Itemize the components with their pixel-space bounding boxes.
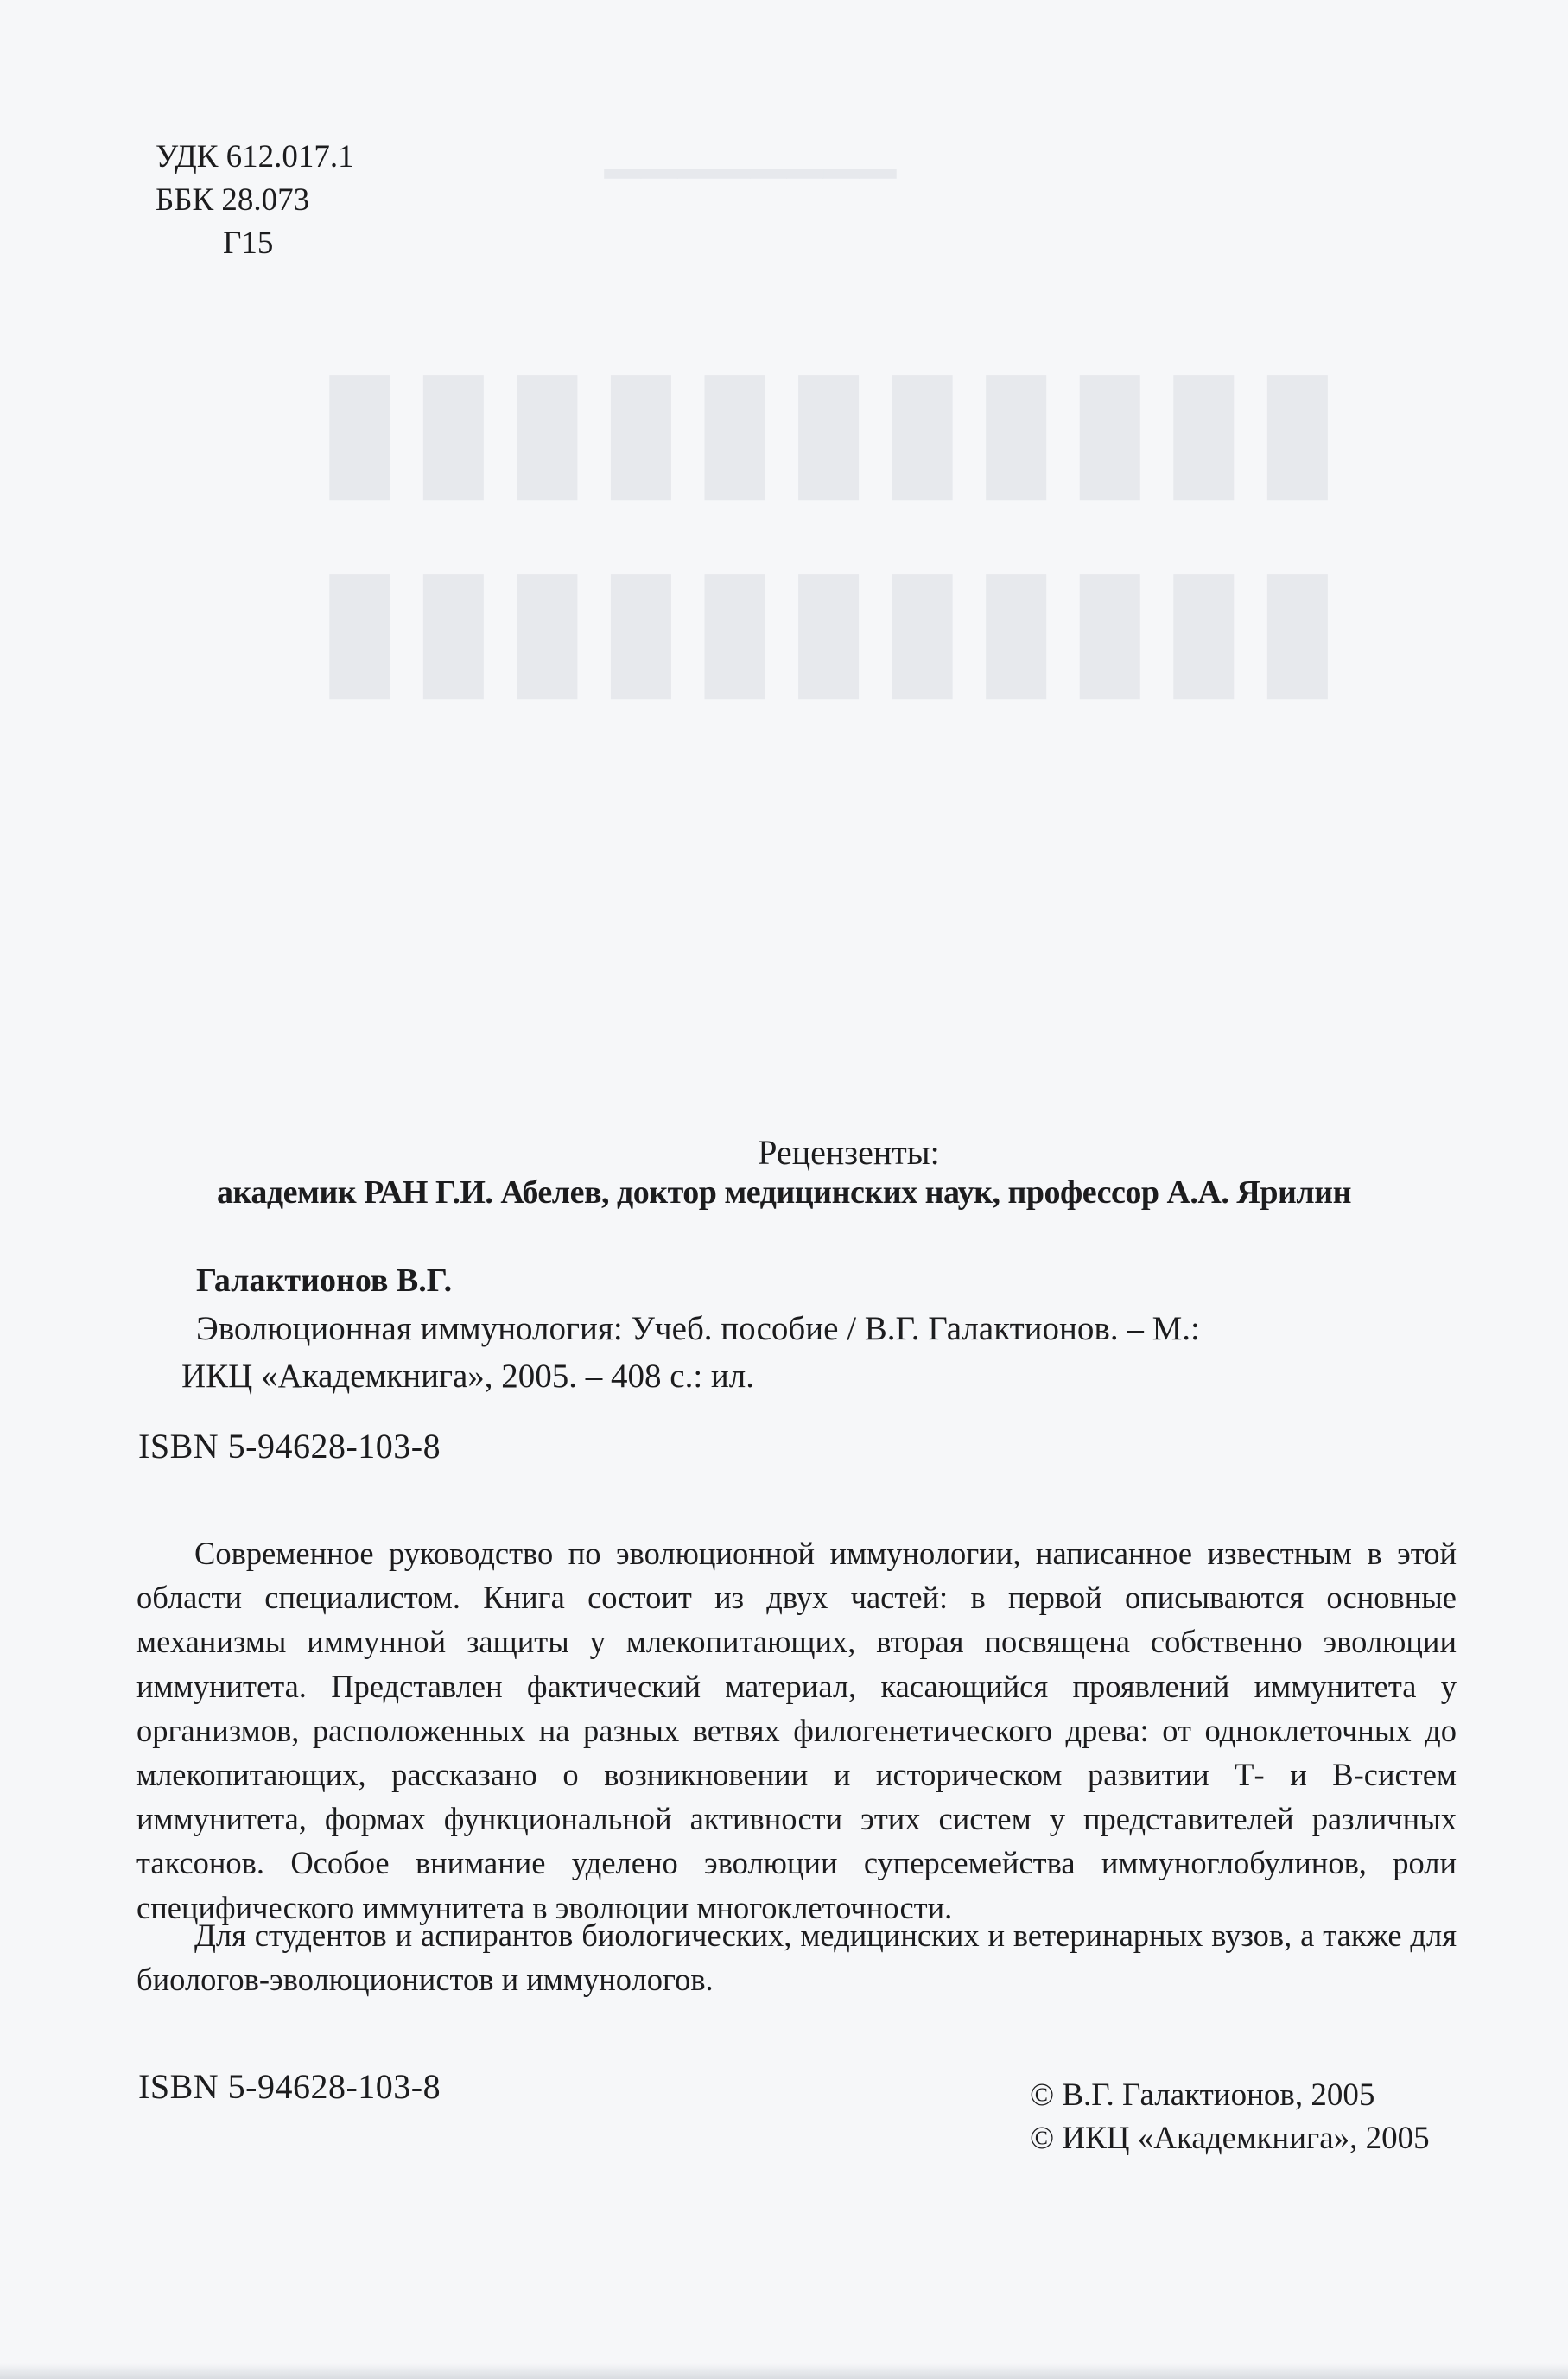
page-edge-shadow [0, 2363, 1568, 2379]
author-code: Г15 [223, 226, 274, 261]
bibliographic-description [181, 1305, 1443, 1400]
classification-block [156, 136, 354, 265]
copyright-author: © В.Г. Галактионов, 2005 [1030, 2077, 1375, 2113]
isbn-top: ISBN 5-94628-103-8 [138, 1427, 441, 1466]
annotation-paragraph: Современное руководство по эволюционной иммунологии, написанное известным в этой области специалистом. Книга состоит из двух частей: в первой описываются основные механизмы иммунной защиты у млекопитающих, вторая посвящена собственно эволюции иммунитета. Представлен фактический материал, касающийся проявлений иммунитета у организмов, расположенных на разных ветвях филогенетического древа: от одноклеточных до млекопитающих, рассказано о возникновении и историческом развитии Т- и В-систем иммунитета, формах функциональной активности этих систем у представителей различных таксонов. Особое внимание уделено эволюции суперсемейства иммуноглобулинов, роли специфического иммунитета в эволюции многоклеточности. [136, 1536, 1457, 1925]
udk-code: УДК 612.017.1 [156, 139, 354, 175]
show-through-title-1: ▮▮▮▮▮▮▮▮▮▮▮ [311, 333, 1343, 516]
copyright-block [1030, 2074, 1430, 2160]
isbn-bottom: ISBN 5-94628-103-8 [138, 2067, 441, 2106]
bibliographic-line-2: ИКЦ «Академкнига», 2005. – 408 с.: ил. [181, 1358, 754, 1395]
bibliographic-author: Галактионов В.Г. [196, 1263, 453, 1299]
audience-paragraph: Для студентов и аспирантов биологических, медицинских и ветеринарных вузов, а также для биологов-эволюционистов и иммунологов. [136, 1918, 1457, 1998]
show-through-text: ━━━━━━━━ [605, 140, 897, 207]
copyright-publisher: © ИКЦ «Академкнига», 2005 [1030, 2121, 1430, 2156]
bbk-code: ББК 28.073 [156, 182, 310, 218]
show-through-title-2: ▮▮▮▮▮▮▮▮▮▮▮ [311, 531, 1343, 715]
reviewers-names: академик РАН Г.И. Абелев, доктор медицинских наук, профессор А.А. Ярилин [217, 1174, 1351, 1211]
bibliographic-line-1: Эволюционная иммунология: Учеб. пособие / В.Г. Галактионов. – М.: [196, 1310, 1200, 1347]
reviewers-heading: Рецензенты: [758, 1133, 940, 1172]
